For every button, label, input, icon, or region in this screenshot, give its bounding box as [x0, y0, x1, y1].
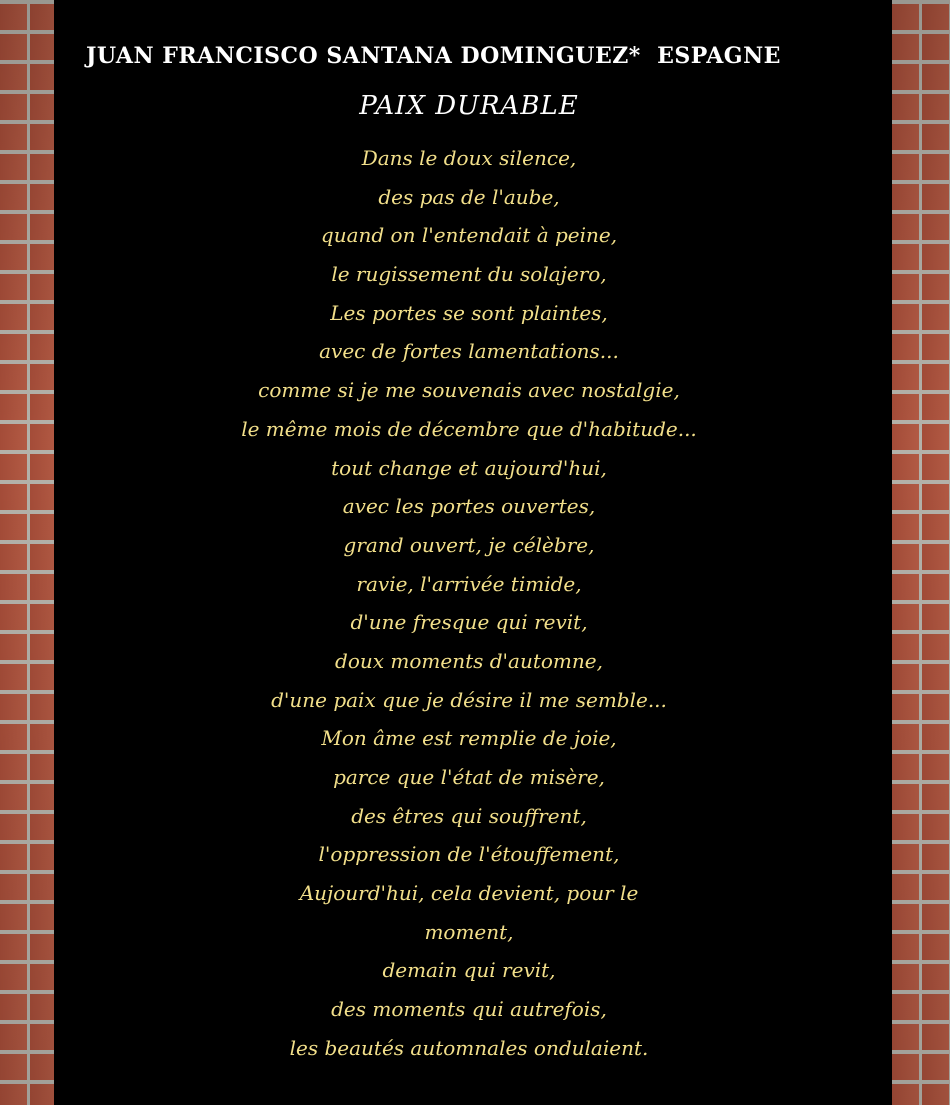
poem-line: les beautés automnales ondulaient.	[289, 1035, 649, 1060]
poem-line: avec de fortes lamentations...	[319, 339, 619, 364]
brick-wall-left	[0, 0, 56, 1105]
poem-panel	[54, 0, 892, 1105]
poem-line: tout change et aujourd'hui,	[331, 455, 607, 480]
poem-title: PAIX DURABLE	[359, 91, 579, 121]
poem-line: Aujourd'hui, cela devient, pour le	[299, 881, 639, 906]
poem-line: Dans le doux silence,	[361, 146, 577, 170]
poem-line: le même mois de décembre que d'habitude...	[241, 416, 697, 441]
poem-line: quand on l'entendait à peine,	[320, 223, 618, 248]
poem-line: des êtres qui souffrent,	[351, 803, 587, 828]
poem-line: moment,	[424, 919, 514, 944]
poem-line: ravie, l'arrivée timide,	[356, 571, 582, 596]
poem-line: doux moments d'automne,	[335, 648, 603, 673]
poem-line: d'une fresque qui revit,	[350, 610, 588, 635]
poem-line: le rugissement du solajero,	[331, 262, 607, 287]
poem-line: comme si je me souvenais avec nostalgie,	[258, 378, 680, 403]
poem-line: Mon âme est remplie de joie,	[321, 726, 617, 751]
poem-line: grand ouvert, je célèbre,	[343, 532, 595, 557]
poem-line: demain qui revit,	[382, 958, 556, 983]
brick-wall-right	[892, 0, 950, 1105]
poem-line: avec les portes ouvertes,	[342, 494, 596, 519]
poem-line: Les portes se sont plaintes,	[330, 300, 608, 325]
poem-body	[54, 139, 884, 1068]
poem-line: parce que l'état de misère,	[333, 765, 605, 789]
poem-line: des pas de l'aube,	[378, 184, 560, 209]
poem-line: d'une paix que je désire il me semble...	[271, 687, 667, 712]
author-heading: JUAN FRANCISCO SANTANA DOMINGUEZ* ESPAGNE	[86, 43, 781, 69]
poem-line: des moments qui autrefois,	[331, 997, 607, 1022]
poem-line: l'oppression de l'étouffement,	[318, 842, 620, 867]
